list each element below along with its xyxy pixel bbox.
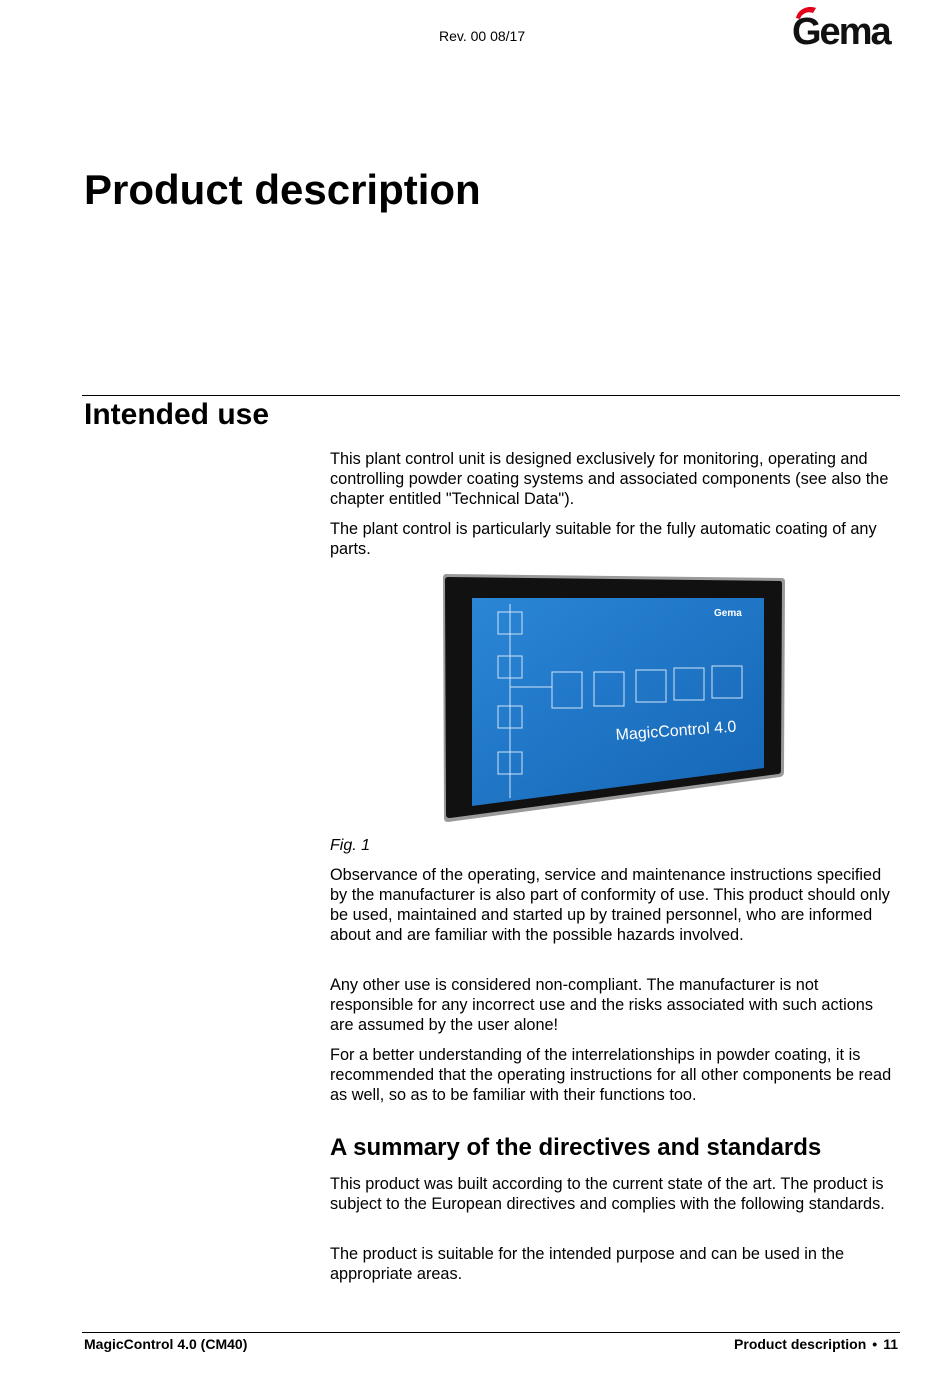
- page-number: 11: [883, 1336, 898, 1352]
- gema-logo: [788, 4, 898, 48]
- paragraph: For a better understanding of the interrelationships in powder coating, it is recommended that the operating instructions for all other components be read as well, so as to be familiar with their functions too.: [330, 1046, 892, 1104]
- paragraph: The product is suitable for the intended purpose and can be used in the appropriate areas.: [330, 1245, 845, 1283]
- footer-page-info: [734, 1336, 898, 1352]
- svg-text:Gema: Gema: [792, 11, 890, 48]
- footer-section-name: Product description: [734, 1336, 867, 1352]
- footer-bullet: •: [872, 1336, 878, 1352]
- svg-text:MagicControl 4.0: MagicControl 4.0: [615, 718, 737, 744]
- footer-divider: [82, 1332, 900, 1333]
- paragraph: The plant control is particularly suitable for the fully automatic coating of any parts.: [330, 520, 877, 558]
- magiccontrol-device-image: [442, 572, 786, 824]
- paragraph: Observance of the operating, service and maintenance instructions specified by the manufacturer is also part of conformity of use. This product should only be used, maintained and started up by trained personnel, who are informed about and are familiar with the possible hazards involved.: [330, 866, 890, 944]
- section-heading-intended-use: Intended use: [84, 398, 270, 431]
- page-title: Product description: [84, 166, 481, 213]
- paragraph: This plant control unit is designed exclusively for monitoring, operating and controlling powder coating systems and associated components (see also the chapter entitled "Technical Data").: [330, 450, 889, 508]
- revision-label: Rev. 00 08/17: [439, 28, 526, 44]
- paragraph: This product was built according to the current state of the art. The product is subject to the European directives and complies with the following standards.: [330, 1175, 885, 1213]
- figure-caption: Fig. 1: [330, 837, 371, 854]
- svg-text:Gema: Gema: [714, 608, 742, 619]
- paragraph: Any other use is considered non-compliant. The manufacturer is not responsible for any incorrect use and the risks associated with such actions are assumed by the user alone!: [330, 976, 873, 1034]
- section-divider: [82, 395, 900, 396]
- subsection-heading-directives: A summary of the directives and standards: [330, 1134, 822, 1161]
- footer-product-name: MagicControl 4.0 (CM40): [84, 1336, 248, 1352]
